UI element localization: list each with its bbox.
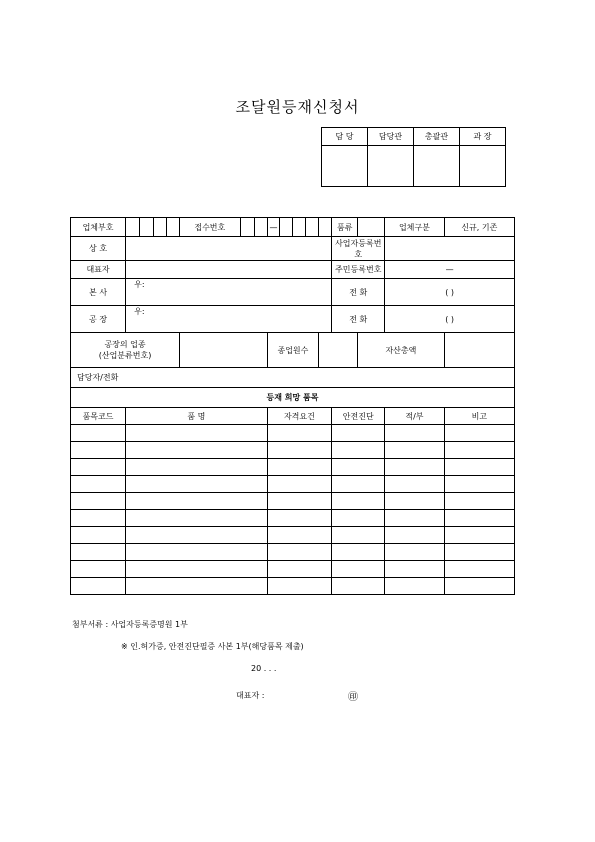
remarks-cell[interactable] xyxy=(444,459,514,476)
qualification-cell[interactable] xyxy=(267,459,332,476)
assets-label: 자산총액 xyxy=(358,333,444,368)
qualification-cell[interactable] xyxy=(267,561,332,578)
item-rows xyxy=(71,425,515,595)
safety-check-cell[interactable] xyxy=(332,442,385,459)
approval-header-officer: 담당관 xyxy=(368,128,414,146)
suitability-cell[interactable] xyxy=(385,476,444,493)
suitability-cell[interactable] xyxy=(385,493,444,510)
remarks-cell[interactable] xyxy=(444,544,514,561)
safety-check-cell[interactable] xyxy=(332,527,385,544)
company-no-box[interactable] xyxy=(154,218,167,237)
approval-sign-general[interactable] xyxy=(414,146,460,187)
qualification-cell[interactable] xyxy=(267,425,332,442)
item-name-cell[interactable] xyxy=(126,459,267,476)
receipt-no-box[interactable] xyxy=(240,218,254,237)
qualification-cell[interactable] xyxy=(267,493,332,510)
representative-field[interactable] xyxy=(126,261,332,279)
factory-phone-field[interactable]: ( ) xyxy=(385,306,515,333)
receipt-no-dash: — xyxy=(267,218,280,237)
head-office-phone-label: 전 화 xyxy=(332,279,385,306)
industry-label-line2: (산업분류번호) xyxy=(98,351,152,360)
attachments-text: 첨부서류 : 사업자등록증명원 1부 xyxy=(72,620,188,629)
item-name-cell[interactable] xyxy=(126,425,267,442)
trade-name-field[interactable] xyxy=(126,237,332,261)
company-no-label: 업체부호 xyxy=(71,218,126,237)
attachments-note: ※ 인.허가증, 안전진단필증 사본 1부(해당품목 제출) xyxy=(121,642,304,651)
safety-check-cell[interactable] xyxy=(332,459,385,476)
item-row xyxy=(71,510,515,527)
item-name-cell[interactable] xyxy=(126,561,267,578)
suitability-cell[interactable] xyxy=(385,527,444,544)
item-name-cell[interactable] xyxy=(126,476,267,493)
item-row xyxy=(71,476,515,493)
receipt-no-box[interactable] xyxy=(293,218,306,237)
item-code-cell[interactable] xyxy=(71,527,126,544)
item-name-cell[interactable] xyxy=(126,510,267,527)
item-code-cell[interactable] xyxy=(71,476,126,493)
head-office-phone-field[interactable]: ( ) xyxy=(385,279,515,306)
suitability-cell[interactable] xyxy=(385,561,444,578)
category-field[interactable] xyxy=(358,218,385,237)
safety-check-cell[interactable] xyxy=(332,544,385,561)
approval-header-chief: 과 장 xyxy=(460,128,506,146)
receipt-no-box[interactable] xyxy=(280,218,293,237)
item-row xyxy=(71,544,515,561)
representative-label: 대표자 xyxy=(71,261,126,279)
items-section-title: 등재 희망 품목 xyxy=(71,388,515,408)
business-reg-label: 사업자등록번호 xyxy=(332,237,385,261)
item-row xyxy=(71,442,515,459)
seal-mark: ㊞ xyxy=(348,692,358,703)
approval-sign-staff[interactable] xyxy=(322,146,368,187)
qualification-cell[interactable] xyxy=(267,578,332,595)
suitability-cell[interactable] xyxy=(385,425,444,442)
approval-box xyxy=(321,127,506,187)
head-office-address-field[interactable]: 우: xyxy=(126,279,332,306)
approval-header-staff: 담 당 xyxy=(322,128,368,146)
item-row xyxy=(71,493,515,510)
item-name-cell[interactable] xyxy=(126,544,267,561)
receipt-no-box[interactable] xyxy=(306,218,319,237)
item-code-cell[interactable] xyxy=(71,493,126,510)
qualification-cell[interactable] xyxy=(267,476,332,493)
factory-label: 공 장 xyxy=(71,306,126,333)
item-row xyxy=(71,561,515,578)
safety-check-cell[interactable] xyxy=(332,561,385,578)
assets-field[interactable] xyxy=(444,333,514,368)
item-name-header: 품 명 xyxy=(126,408,267,425)
item-row xyxy=(71,425,515,442)
qualification-cell[interactable] xyxy=(267,544,332,561)
head-office-label: 본 사 xyxy=(71,279,126,306)
remarks-cell[interactable] xyxy=(444,425,514,442)
item-name-cell[interactable] xyxy=(126,493,267,510)
item-code-cell[interactable] xyxy=(71,561,126,578)
employees-field[interactable] xyxy=(319,333,358,368)
suitability-cell[interactable] xyxy=(385,459,444,476)
qualification-header: 자격요건 xyxy=(267,408,332,425)
safety-check-cell[interactable] xyxy=(332,476,385,493)
trade-name-label: 상 호 xyxy=(71,237,126,261)
item-code-header: 품목코드 xyxy=(71,408,126,425)
company-type-value[interactable]: 신규, 기존 xyxy=(444,218,514,237)
receipt-no-label: 접수번호 xyxy=(180,218,240,237)
remarks-cell[interactable] xyxy=(444,561,514,578)
company-no-box[interactable] xyxy=(126,218,140,237)
date-line[interactable]: 20 . . . xyxy=(251,664,277,673)
safety-check-cell[interactable] xyxy=(332,510,385,527)
industry-field[interactable] xyxy=(180,333,267,368)
suitability-header: 적/부 xyxy=(385,408,444,425)
remarks-cell[interactable] xyxy=(444,442,514,459)
item-row xyxy=(71,527,515,544)
approval-header-general: 총괄관 xyxy=(414,128,460,146)
qualification-cell[interactable] xyxy=(267,510,332,527)
company-no-box[interactable] xyxy=(167,218,180,237)
employees-label: 종업원수 xyxy=(267,333,319,368)
remarks-cell[interactable] xyxy=(444,493,514,510)
item-code-cell[interactable] xyxy=(71,578,126,595)
item-row xyxy=(71,459,515,476)
application-form xyxy=(70,217,515,595)
signer-label: 대표자 : xyxy=(236,691,265,700)
resident-reg-field[interactable]: — xyxy=(385,261,515,279)
receipt-no-box[interactable] xyxy=(254,218,267,237)
safety-check-header: 안전진단 xyxy=(332,408,385,425)
suitability-cell[interactable] xyxy=(385,544,444,561)
approval-sign-chief[interactable] xyxy=(460,146,506,187)
resident-reg-label: 주민등록번호 xyxy=(332,261,385,279)
business-reg-field[interactable] xyxy=(385,237,515,261)
item-row xyxy=(71,578,515,595)
item-code-cell[interactable] xyxy=(71,510,126,527)
remarks-cell[interactable] xyxy=(444,527,514,544)
suitability-cell[interactable] xyxy=(385,510,444,527)
safety-check-cell[interactable] xyxy=(332,493,385,510)
item-code-cell[interactable] xyxy=(71,459,126,476)
remarks-cell[interactable] xyxy=(444,476,514,493)
remarks-cell[interactable] xyxy=(444,578,514,595)
factory-phone-label: 전 화 xyxy=(332,306,385,333)
remarks-cell[interactable] xyxy=(444,510,514,527)
qualification-cell[interactable] xyxy=(267,442,332,459)
page-title: 조달원등재신청서 xyxy=(235,98,360,116)
item-code-cell[interactable] xyxy=(71,544,126,561)
item-code-cell[interactable] xyxy=(71,425,126,442)
item-code-cell[interactable] xyxy=(71,442,126,459)
item-name-cell[interactable] xyxy=(126,527,267,544)
receipt-no-box[interactable] xyxy=(319,218,332,237)
factory-address-field[interactable]: 우: xyxy=(126,306,332,333)
industry-label-line1: 공장의 업종 xyxy=(104,340,146,349)
contact-field[interactable]: 담당자/전화 xyxy=(71,368,515,388)
suitability-cell[interactable] xyxy=(385,578,444,595)
approval-sign-officer[interactable] xyxy=(368,146,414,187)
remarks-header: 비고 xyxy=(444,408,514,425)
item-name-cell[interactable] xyxy=(126,442,267,459)
suitability-cell[interactable] xyxy=(385,442,444,459)
safety-check-cell[interactable] xyxy=(332,578,385,595)
industry-label xyxy=(71,333,180,368)
safety-check-cell[interactable] xyxy=(332,425,385,442)
category-label: 품류 xyxy=(332,218,358,237)
item-name-cell[interactable] xyxy=(126,578,267,595)
qualification-cell[interactable] xyxy=(267,527,332,544)
company-no-box[interactable] xyxy=(140,218,154,237)
company-type-label: 업체구분 xyxy=(385,218,444,237)
